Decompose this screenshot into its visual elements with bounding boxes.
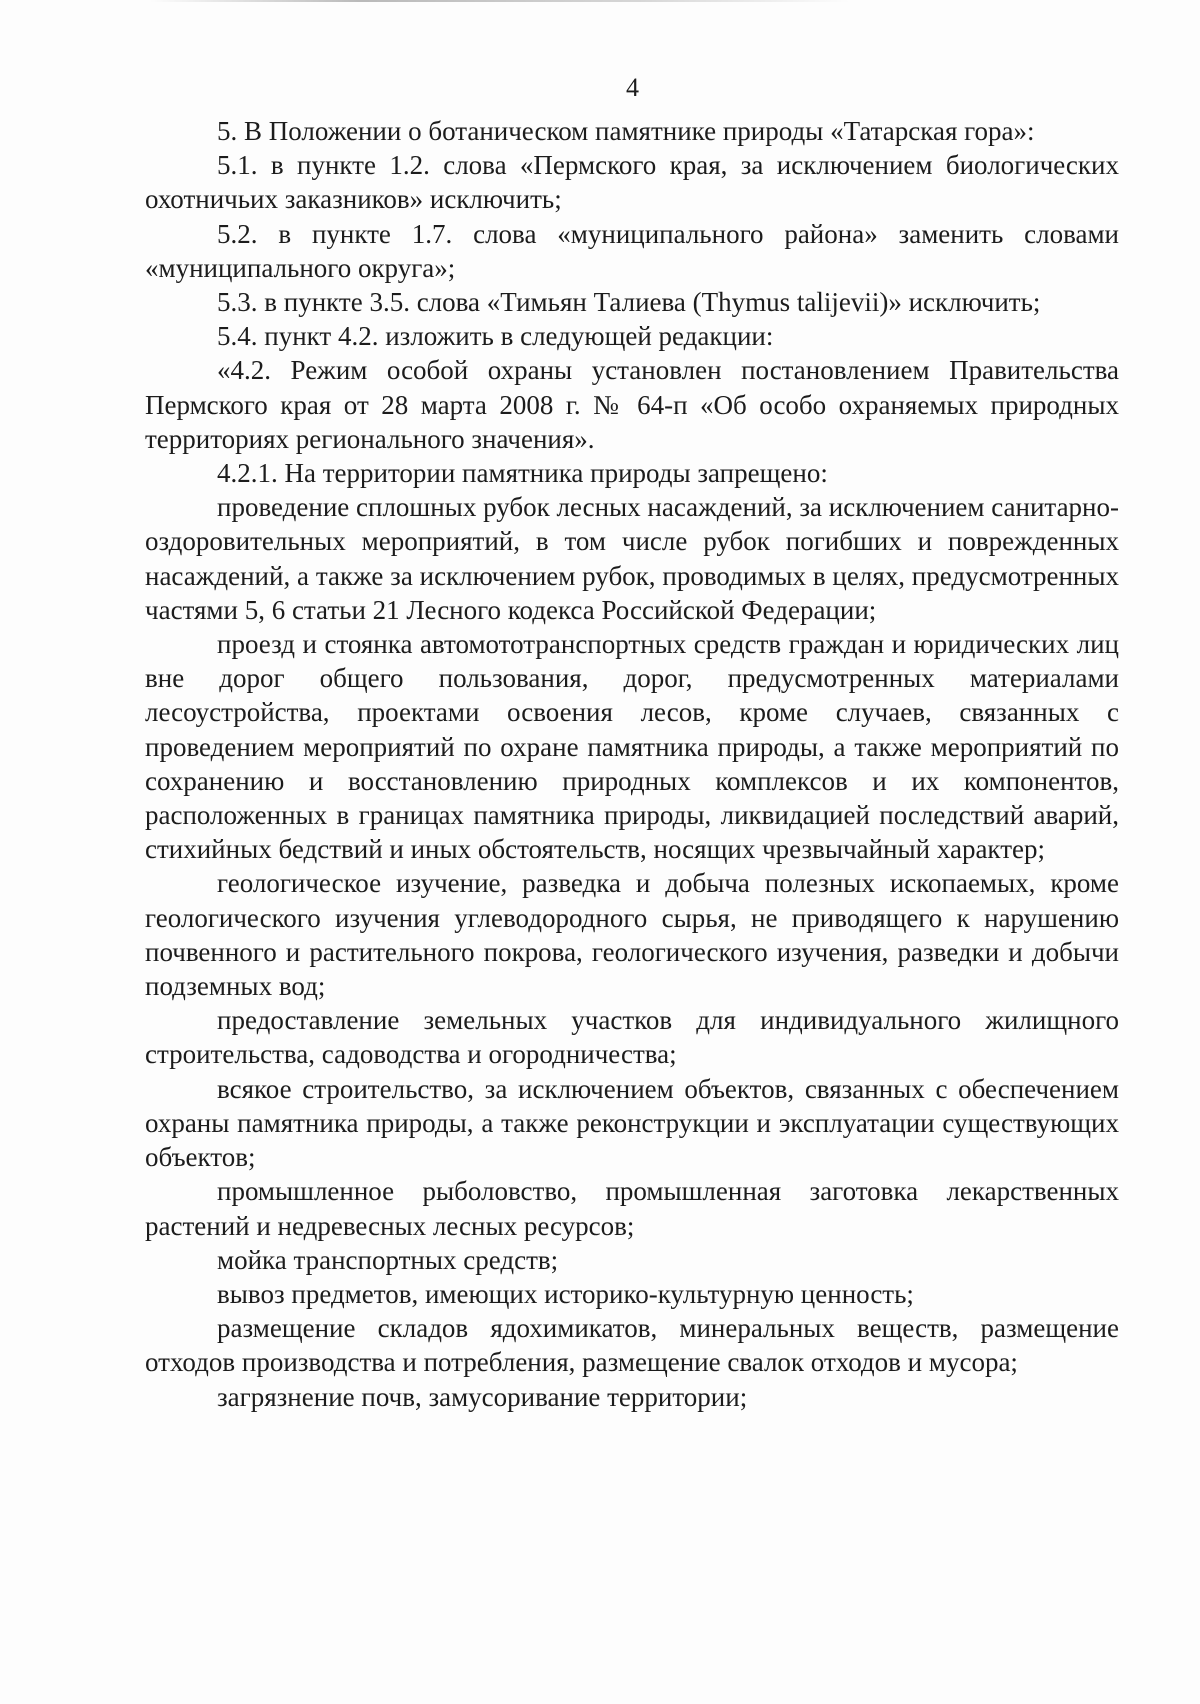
paragraph-4-2-1: 4.2.1. На территории памятника природы запрещено: <box>217 458 828 489</box>
paragraph-industrial-fishing: промышленное рыболовство, промышленная заготовка лекарственных растений и недревесных лесных ресурсов; <box>145 1176 1119 1241</box>
paragraph-4-2: «4.2. Режим особой охраны установлен постановлением Правительства Пермского края от 28 марта 2008 г. № 64-п «Об особо охраняемых природных территориях регионального значения». <box>145 355 1119 454</box>
scan-edge-artifact <box>150 0 850 2</box>
paragraph-5-1: 5.1. в пункте 1.2. слова «Пермского края, за исключением биологических охотничьих заказников» исключить; <box>145 150 1119 215</box>
paragraph-5: 5. В Положении о ботаническом памятнике природы «Татарская гора»: <box>217 116 1035 146</box>
document-body <box>145 114 1119 1414</box>
paragraph-vehicle-traffic: проезд и стоянка автомототранспортных средств граждан и юридических лиц вне дорог общего пользования, дорог, предусмотренных материалами лесоустройства, проектами освоения лесов, кроме случаев, связанных с проведением мероприятий по охране памятника природы, а также мероприятий по сохранению и восстановлению природных комплексов и их компонентов, расположенных в границах памятника природы, ликвидацией последствий аварий, стихийных бедствий и иных обстоятельств, носящих чрезвычайный характер; <box>145 629 1119 865</box>
paragraph-clear-cutting: проведение сплошных рубок лесных насаждений, за исключением санитарно-оздоровительных мероприятий, в том числе рубок погибших и поврежденных насаждений, а также за исключением рубок, проводимых в целях, предусмотренных частями 5, 6 статьи 21 Лесного кодекса Российской Федерации; <box>145 492 1119 625</box>
paragraph-5-3: 5.3. в пункте 3.5. слова «Тимьян Талиева (Thymus talijevii)» исключить; <box>217 287 1041 318</box>
paragraph-waste-storage: размещение складов ядохимикатов, минеральных веществ, размещение отходов производства и потребления, размещение свалок отходов и мусора; <box>145 1313 1119 1378</box>
paragraph-soil-pollution: загрязнение почв, замусоривание территории; <box>217 1381 748 1412</box>
paragraph-artifacts-removal: вывоз предметов, имеющих историко-культурную ценность; <box>217 1278 914 1309</box>
paragraph-construction: всякое строительство, за исключением объектов, связанных с обеспечением охраны памятника природы, а также реконструкции и эксплуатации существующих объектов; <box>145 1073 1119 1173</box>
page-number: 4 <box>626 73 639 102</box>
paragraph-5-2: 5.2. в пункте 1.7. слова «муниципального района» заменить словами «муниципального округа»; <box>145 218 1119 283</box>
paragraph-vehicle-washing: мойка транспортных средств; <box>217 1244 559 1275</box>
paragraph-geology: геологическое изучение, разведка и добыча полезных ископаемых, кроме геологического изучения углеводородного сырья, не приводящего к нарушению почвенного и растительного покрова, геологического изучения, разведки и добычи подземных вод; <box>145 868 1119 1002</box>
paragraph-5-4: 5.4. пункт 4.2. изложить в следующей редакции: <box>217 321 774 352</box>
paragraph-land-plots: предоставление земельных участков для индивидуального жилищного строительства, садоводства и огородничества; <box>145 1005 1119 1070</box>
